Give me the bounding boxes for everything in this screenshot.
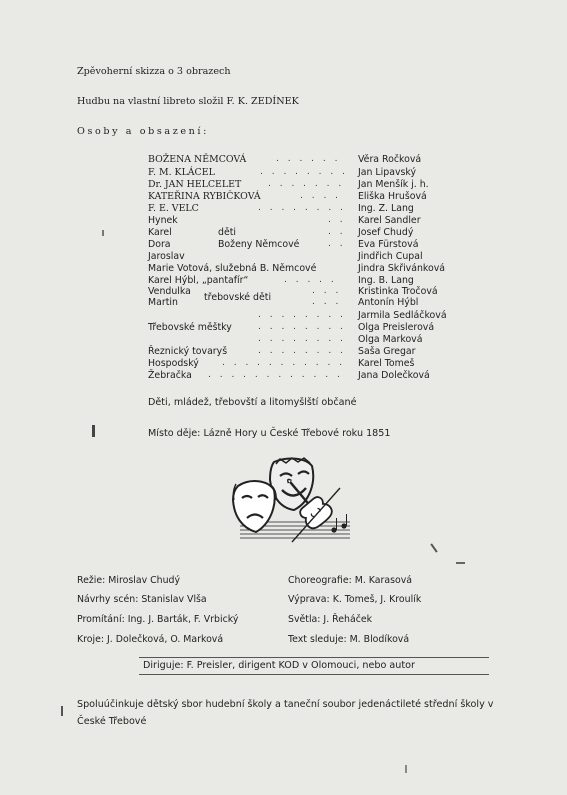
cast-note-of: Boženy Němcové (218, 239, 300, 250)
crowd-note: Děti, mládež, třebovští a litomyšlští občané (148, 397, 357, 408)
dot-leader: . . . . . . (276, 154, 341, 164)
credit-choreography: Choreografie: M. Karasová (288, 575, 413, 586)
credit-scene-design: Návrhy scén: Stanislav Vlša (77, 594, 207, 605)
dot-leader: . . (328, 215, 346, 225)
dot-leader: . . . . . . . . (258, 322, 346, 332)
footer-note: Spoluúčinkuje dětský sbor hudební školy a taneční soubor jedenáctileté střední školy v České Třebové (77, 699, 494, 727)
ink-mark (430, 543, 437, 552)
cast-role: Vendulka (148, 286, 191, 297)
cast-role: Hynek (148, 215, 178, 226)
cast-role: Třebovské měštky (148, 322, 232, 333)
cast-actor: Josef Chudý (358, 227, 414, 238)
cast-actor: Eva Fürstová (358, 239, 419, 250)
credit-lighting: Světla: J. Řeháček (288, 614, 373, 625)
cast-actor: Ing. Z. Lang (358, 203, 414, 214)
cast-actor: Jarmila Sedláčková (358, 310, 447, 321)
credit-stage-design: Výprava: K. Tomeš, J. Kroulík (288, 594, 422, 605)
cast-actor: Eliška Hrušová (358, 191, 427, 202)
cast-actor: Ing. B. Lang (358, 275, 414, 286)
cast-actor: Olga Preislerová (358, 322, 435, 333)
cast-role: F. M. KLÁCEL (148, 167, 215, 178)
cast-role: Řeznický tovaryš (148, 346, 228, 357)
cast-actor: Saša Gregar (358, 346, 416, 357)
cast-actor: Antonín Hýbl (358, 297, 419, 308)
cast-actor: Olga Marková (358, 334, 423, 345)
credit-projection: Promítání: Ing. J. Barták, F. Vrbický (77, 614, 239, 625)
cast-actor: Jana Dolečková (358, 370, 430, 381)
dot-leader: . . . (312, 286, 342, 296)
dot-leader: . . . . . . . . (260, 167, 348, 177)
credit-costumes: Kroje: J. Dolečková, O. Marková (77, 634, 224, 645)
cast-actor: Věra Ročková (358, 154, 422, 165)
ink-mark (102, 230, 104, 236)
cast-note-town-children: třebovské děti (204, 292, 272, 303)
cast-role: Jaroslav (148, 251, 185, 262)
ink-mark (61, 706, 63, 716)
cast-role: Karel Hýbl, „pantafír“ (148, 275, 249, 286)
cast-role: Karel (148, 227, 172, 238)
cast-actor: Karel Sandler (358, 215, 421, 226)
dot-leader: . . . . (300, 191, 342, 201)
cast-actor: Karel Tomeš (358, 358, 415, 369)
cast-role: Dr. JAN HELCELET (148, 179, 242, 190)
dot-leader: . . . . . . . . . . . (222, 358, 346, 368)
cast-role: Hospodský (148, 358, 199, 369)
cast-role: BOŽENA NĚMCOVÁ (148, 154, 247, 165)
cast-heading: Osoby a obsazení: (77, 126, 209, 137)
ink-mark (405, 765, 407, 773)
conductor-note: Diriguje: F. Preisler, dirigent KOD v Olomouci, nebo autor (143, 660, 415, 671)
dot-leader: . . . . . . . (268, 179, 345, 189)
libretto-credit: Hudbu na vlastní libreto složil F. K. ZEDÍNEK (77, 96, 299, 107)
subtitle: Zpěvoherní skizza o 3 obrazech (77, 66, 231, 77)
dot-leader: . . . . . . . . (258, 334, 346, 344)
dot-leader: . . (328, 227, 346, 237)
setting-note: Místo děje: Lázně Hory u České Třebové roku 1851 (148, 428, 391, 439)
cast-actor: Jan Menšík j. h. (358, 179, 429, 190)
dot-leader: . . . . . . . . (258, 203, 346, 213)
cast-role: Marie Votová, služebná B. Němcové (148, 263, 317, 274)
cast-note-children: děti (218, 227, 236, 238)
dot-leader: . . (328, 239, 346, 249)
cast-role: KATEŘINA RYBIČKOVÁ (148, 191, 261, 202)
theatre-masks-violin-icon (222, 452, 352, 552)
dot-leader: . . . (312, 297, 342, 307)
dot-leader: . . . . . . . . . . . . (208, 370, 343, 380)
cast-role: Martin (148, 297, 178, 308)
cast-actor: Kristinka Tročová (358, 286, 438, 297)
dot-leader: . . . . . (284, 275, 337, 285)
ink-mark (92, 425, 95, 437)
cast-role: Dora (148, 239, 171, 250)
cast-role: F. E. VELC (148, 203, 199, 214)
cast-actor: Jindřich Cupal (358, 251, 423, 262)
cast-actor: Jan Lipavský (358, 167, 417, 178)
dot-leader: . . . . . . . . (258, 310, 346, 320)
dot-leader: . . . . . . . . (258, 346, 346, 356)
cast-role: Žebračka (148, 370, 192, 381)
credit-director: Režie: Miroslav Chudý (77, 575, 181, 586)
ink-mark (456, 562, 465, 564)
credit-prompter: Text sleduje: M. Blodíková (288, 634, 410, 645)
cast-actor: Jindra Skřivánková (358, 263, 446, 274)
